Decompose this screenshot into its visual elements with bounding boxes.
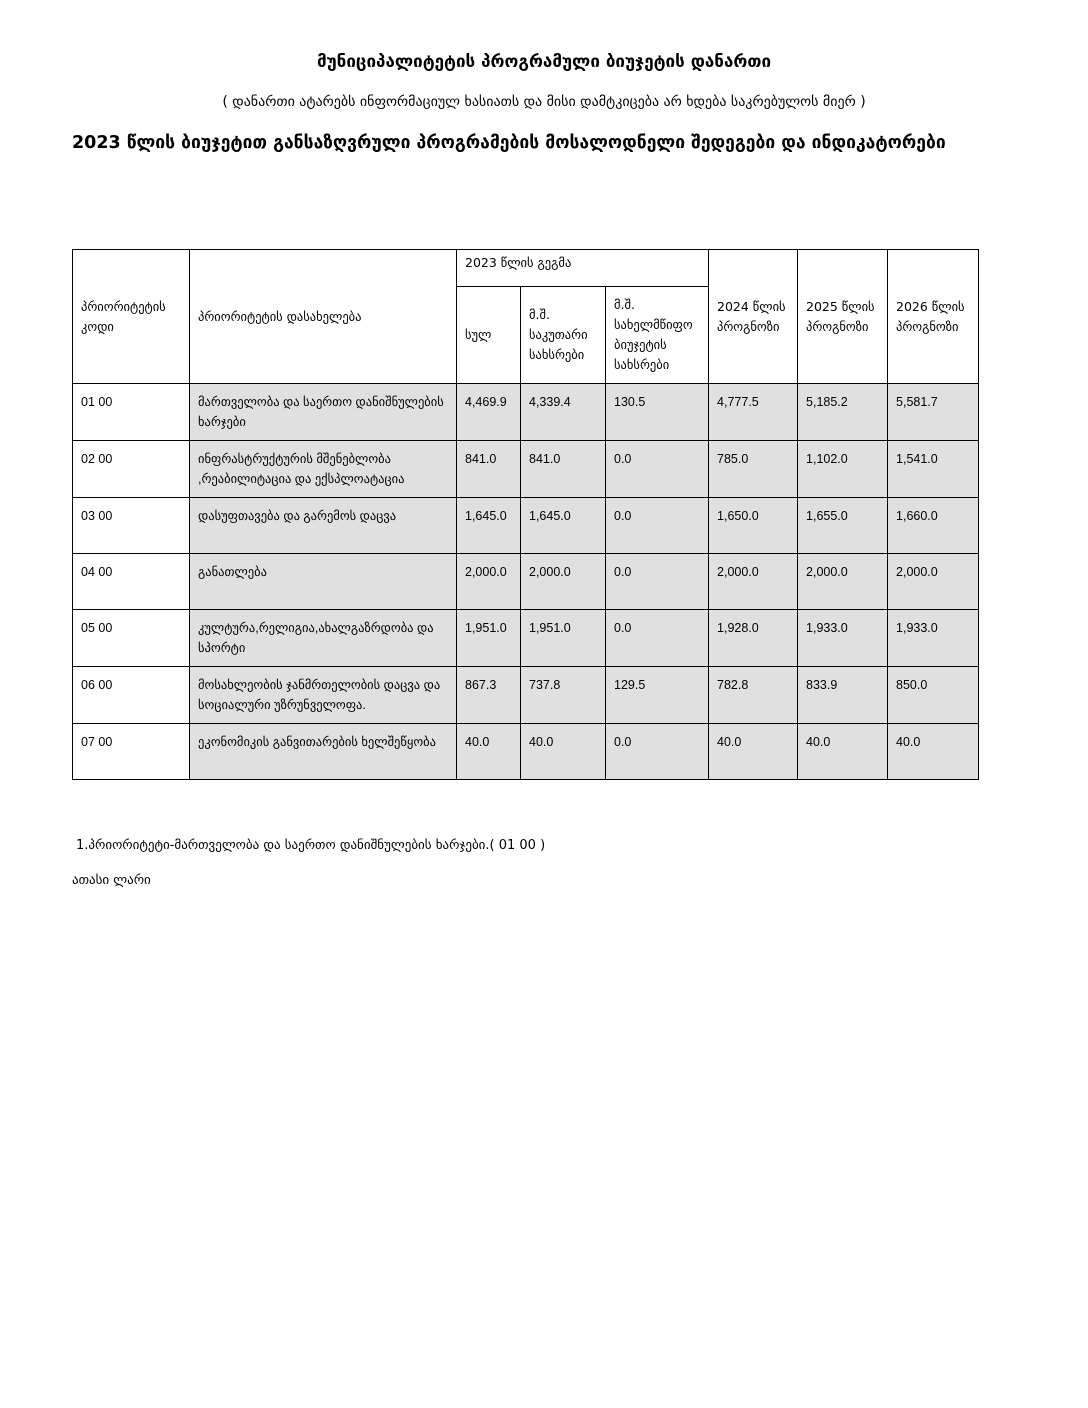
cell-state: 0.0 [606, 724, 709, 780]
cell-own: 40.0 [521, 724, 606, 780]
document-subtitle: ( დანართი ატარებს ინფორმაციულ ხასიათს და მისი დამტკიცება არ ხდება საკრებულოს მიერ ) [222, 94, 866, 110]
cell-state: 0.0 [606, 441, 709, 498]
cell-y2025: 5,185.2 [798, 384, 888, 441]
cell-y2026: 2,000.0 [888, 554, 979, 610]
header-code: პრიორიტეტის კოდი [73, 250, 190, 384]
cell-y2024: 40.0 [709, 724, 798, 780]
cell-total: 867.3 [457, 667, 521, 724]
section-heading: 2023 წლის ბიუჯეტით განსაზღვრული პროგრამების მოსალოდნელი შედეგები და ინდიკატორები [72, 133, 946, 153]
cell-name: ეკონომიკის განვითარების ხელშეწყობა [190, 724, 457, 780]
header-forecast-2024: 2024 წლის პროგნოზი [709, 250, 798, 384]
cell-state: 130.5 [606, 384, 709, 441]
table-row [73, 667, 979, 724]
priorities-budget-table [72, 249, 979, 780]
cell-total: 1,645.0 [457, 498, 521, 554]
header-forecast-2025: 2025 წლის პროგნოზი [798, 250, 888, 384]
cell-name: მოსახლეობის ჯანმრთელობის დაცვა და სოციალური უზრუნველოფა. [190, 667, 457, 724]
header-own-revenue: მ.შ. საკუთარი სახსრები [521, 287, 606, 384]
cell-state: 0.0 [606, 498, 709, 554]
cell-y2025: 2,000.0 [798, 554, 888, 610]
header-plan-2023: 2023 წლის გეგმა [457, 250, 709, 287]
cell-name: კულტურა,რელიგია,ახალგაზრდობა და სპორტი [190, 610, 457, 667]
cell-y2025: 1,655.0 [798, 498, 888, 554]
cell-own: 4,339.4 [521, 384, 606, 441]
cell-code: 02 00 [73, 441, 190, 498]
cell-y2025: 1,933.0 [798, 610, 888, 667]
cell-y2026: 1,660.0 [888, 498, 979, 554]
table-row [73, 554, 979, 610]
cell-name: მართველობა და საერთო დანიშნულების ხარჯები [190, 384, 457, 441]
cell-total: 841.0 [457, 441, 521, 498]
table-row [73, 384, 979, 441]
header-state-budget: მ.შ. სახელმწიფო ბიუჯეტის სახსრები [606, 287, 709, 384]
unit-label: ათასი ლარი [72, 873, 151, 888]
cell-code: 01 00 [73, 384, 190, 441]
cell-own: 2,000.0 [521, 554, 606, 610]
cell-y2026: 1,933.0 [888, 610, 979, 667]
header-total: სულ [457, 287, 521, 384]
cell-name: განათლება [190, 554, 457, 610]
cell-y2025: 833.9 [798, 667, 888, 724]
cell-own: 1,645.0 [521, 498, 606, 554]
cell-total: 2,000.0 [457, 554, 521, 610]
cell-y2024: 1,928.0 [709, 610, 798, 667]
cell-y2026: 850.0 [888, 667, 979, 724]
header-forecast-2026: 2026 წლის პროგნოზი [888, 250, 979, 384]
cell-own: 737.8 [521, 667, 606, 724]
cell-code: 03 00 [73, 498, 190, 554]
cell-name: დასუფთავება და გარემოს დაცვა [190, 498, 457, 554]
table-row [73, 724, 979, 780]
cell-name: ინფრასტრუქტურის მშენებლობა ,რეაბილიტაცია და ექსპლოატაცია [190, 441, 457, 498]
cell-code: 07 00 [73, 724, 190, 780]
cell-state: 0.0 [606, 554, 709, 610]
cell-code: 05 00 [73, 610, 190, 667]
cell-state: 129.5 [606, 667, 709, 724]
cell-y2026: 1,541.0 [888, 441, 979, 498]
cell-total: 4,469.9 [457, 384, 521, 441]
cell-y2026: 40.0 [888, 724, 979, 780]
cell-own: 841.0 [521, 441, 606, 498]
cell-total: 1,951.0 [457, 610, 521, 667]
cell-total: 40.0 [457, 724, 521, 780]
cell-y2025: 1,102.0 [798, 441, 888, 498]
document-title: მუნიციპალიტეტის პროგრამული ბიუჯეტის დანართი [316, 52, 772, 72]
cell-y2024: 4,777.5 [709, 384, 798, 441]
table-row [73, 498, 979, 554]
cell-y2024: 782.8 [709, 667, 798, 724]
cell-own: 1,951.0 [521, 610, 606, 667]
cell-code: 04 00 [73, 554, 190, 610]
cell-state: 0.0 [606, 610, 709, 667]
cell-y2024: 1,650.0 [709, 498, 798, 554]
cell-y2024: 785.0 [709, 441, 798, 498]
table-row [73, 610, 979, 667]
cell-code: 06 00 [73, 667, 190, 724]
cell-y2026: 5,581.7 [888, 384, 979, 441]
cell-y2024: 2,000.0 [709, 554, 798, 610]
priority-note: 1.პრიორიტეტი-მართველობა და საერთო დანიშნულების ხარჯები.( 01 00 ) [76, 838, 546, 853]
table-row [73, 441, 979, 498]
header-name: პრიორიტეტის დასახელება [190, 250, 457, 384]
cell-y2025: 40.0 [798, 724, 888, 780]
